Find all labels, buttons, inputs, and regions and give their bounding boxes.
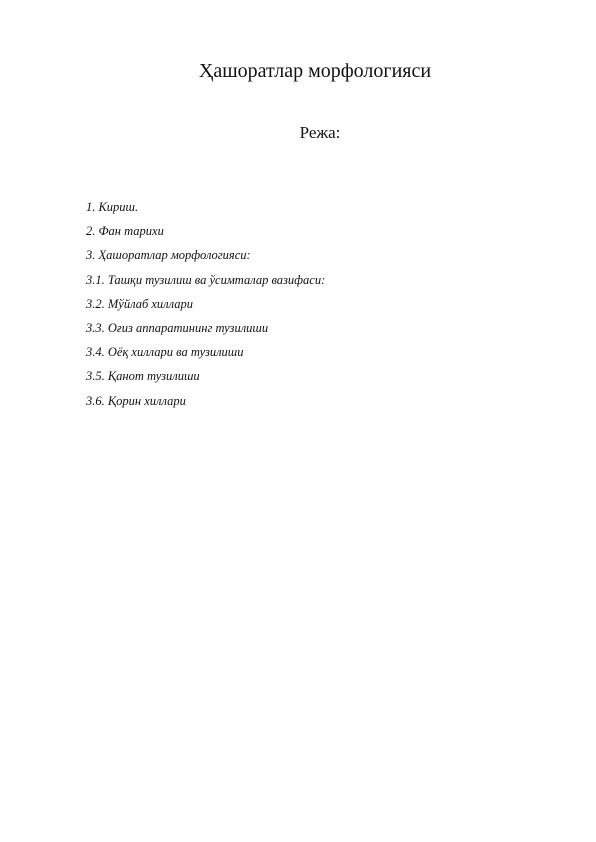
toc-item: 3.2. Мўйлаб хиллари: [86, 296, 193, 311]
plan-heading: Режа:: [299, 123, 341, 142]
toc-item: 3.4. Оёқ хиллари ва тузилиши: [86, 345, 244, 360]
toc-item: 3. Ҳашоратлар морфологияси:: [86, 248, 251, 263]
toc-item: 3.5. Қанот тузилиши: [86, 369, 200, 384]
toc-item: 2. Фан тарихи: [86, 224, 164, 239]
document-title: Ҳашоратлар морфологияси: [198, 60, 432, 82]
toc-item: 3.6. Қорин хиллари: [86, 393, 186, 408]
toc-item: 3.1. Ташқи тузилиш ва ўсимталар вазифаси:: [86, 272, 326, 287]
table-of-contents: [86, 195, 325, 413]
toc-item: 3.3. Оғиз аппаратининг тузилиши: [86, 321, 269, 336]
toc-item: 1. Кириш.: [86, 200, 139, 214]
